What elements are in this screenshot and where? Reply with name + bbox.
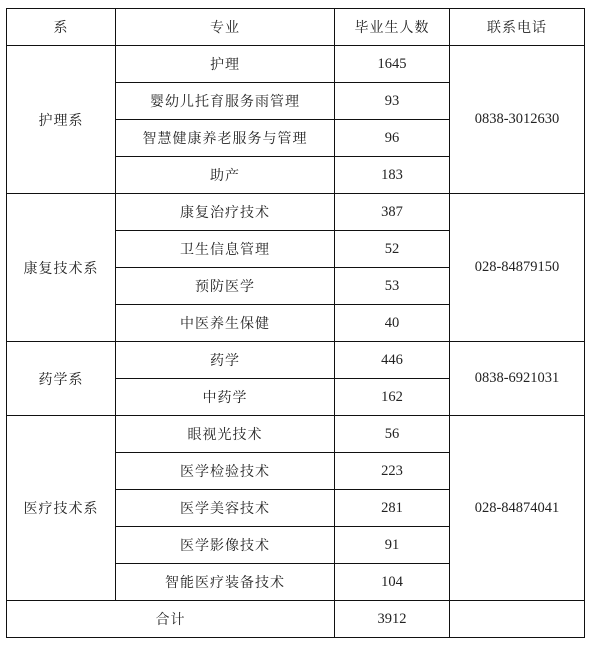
department-name: 药学系 bbox=[7, 342, 116, 416]
major-name: 康复治疗技术 bbox=[116, 194, 335, 231]
major-name: 智慧健康养老服务与管理 bbox=[116, 120, 335, 157]
header-row bbox=[7, 9, 585, 46]
graduate-count: 1645 bbox=[335, 46, 450, 83]
graduate-count: 53 bbox=[335, 268, 450, 305]
contact-phone: 0838-3012630 bbox=[450, 46, 585, 194]
graduate-count: 40 bbox=[335, 305, 450, 342]
major-name: 卫生信息管理 bbox=[116, 231, 335, 268]
total-label: 合计 bbox=[7, 601, 335, 638]
graduate-count: 93 bbox=[335, 83, 450, 120]
header-dept: 系 bbox=[7, 9, 116, 46]
major-name: 药学 bbox=[116, 342, 335, 379]
major-name: 护理 bbox=[116, 46, 335, 83]
department-name: 医疗技术系 bbox=[7, 416, 116, 601]
graduate-count: 387 bbox=[335, 194, 450, 231]
major-name: 医学检验技术 bbox=[116, 453, 335, 490]
major-name: 助产 bbox=[116, 157, 335, 194]
table-row bbox=[7, 416, 585, 453]
header-count: 毕业生人数 bbox=[335, 9, 450, 46]
table-row bbox=[7, 46, 585, 83]
graduate-count: 446 bbox=[335, 342, 450, 379]
graduate-count: 162 bbox=[335, 379, 450, 416]
major-name: 智能医疗装备技术 bbox=[116, 564, 335, 601]
graduate-count: 52 bbox=[335, 231, 450, 268]
major-name: 中医养生保健 bbox=[116, 305, 335, 342]
contact-phone: 0838-6921031 bbox=[450, 342, 585, 416]
graduates-table bbox=[6, 8, 585, 638]
major-name: 预防医学 bbox=[116, 268, 335, 305]
contact-phone: 028-84879150 bbox=[450, 194, 585, 342]
department-name: 护理系 bbox=[7, 46, 116, 194]
header-phone: 联系电话 bbox=[450, 9, 585, 46]
table-row bbox=[7, 342, 585, 379]
total-empty-cell bbox=[450, 601, 585, 638]
major-name: 医学美容技术 bbox=[116, 490, 335, 527]
graduate-count: 281 bbox=[335, 490, 450, 527]
graduate-count: 96 bbox=[335, 120, 450, 157]
header-major: 专业 bbox=[116, 9, 335, 46]
total-count: 3912 bbox=[335, 601, 450, 638]
graduate-count: 183 bbox=[335, 157, 450, 194]
major-name: 医学影像技术 bbox=[116, 527, 335, 564]
contact-phone: 028-84874041 bbox=[450, 416, 585, 601]
table-row bbox=[7, 194, 585, 231]
major-name: 中药学 bbox=[116, 379, 335, 416]
graduates-table-body bbox=[7, 9, 585, 638]
department-name: 康复技术系 bbox=[7, 194, 116, 342]
major-name: 眼视光技术 bbox=[116, 416, 335, 453]
total-row bbox=[7, 601, 585, 638]
graduate-count: 104 bbox=[335, 564, 450, 601]
major-name: 婴幼儿托育服务雨管理 bbox=[116, 83, 335, 120]
graduate-count: 223 bbox=[335, 453, 450, 490]
graduate-count: 91 bbox=[335, 527, 450, 564]
graduate-count: 56 bbox=[335, 416, 450, 453]
